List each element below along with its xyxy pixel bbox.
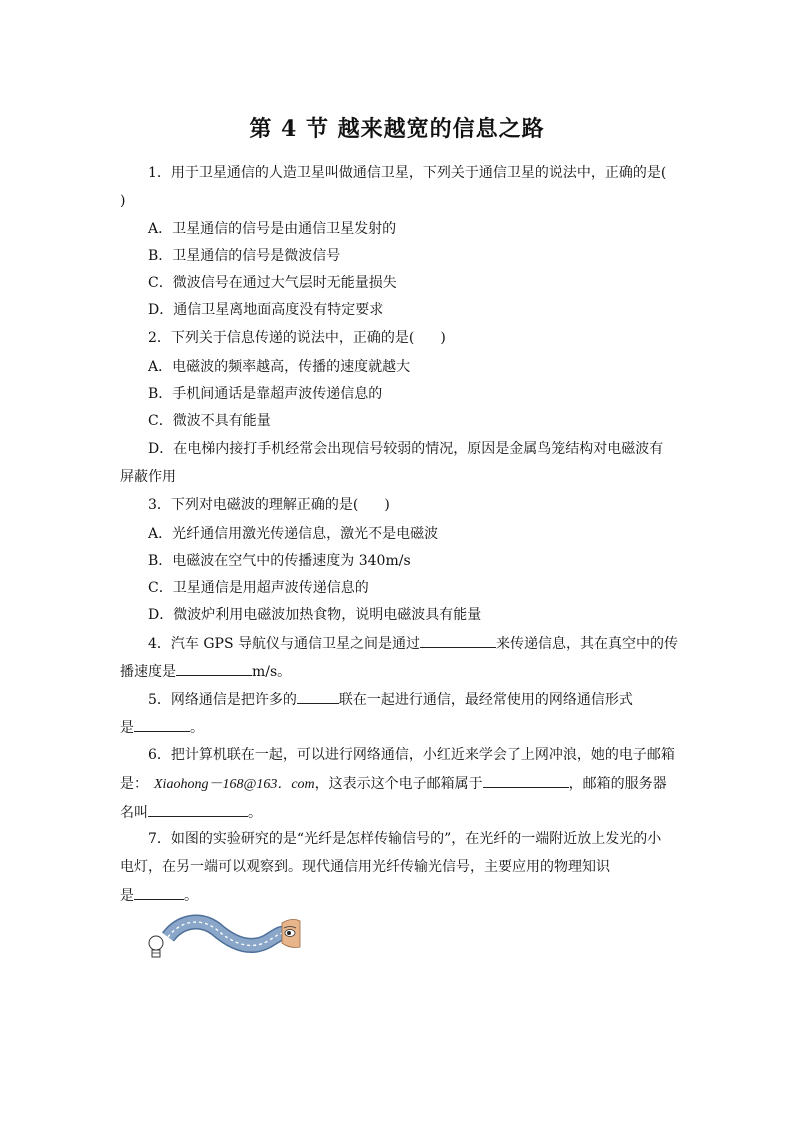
question-6-line-3 [120,802,262,823]
question-6-line-2 [120,773,667,795]
question-4-line-1 [148,633,678,654]
question-7-line-2: 电灯，在另一端可以观察到。现代通信用光纤传输光信号，主要应用的物理知识 [120,859,610,875]
question-2-stem [148,328,446,348]
question-6-text-d: ，邮箱的服务器 [568,776,667,792]
question-3-option-c: C．卫星通信是用超声波传递信息的 [148,580,369,596]
question-3-option-d: D．微波炉利用电磁波加热食物，说明电磁波具有能量 [148,607,482,623]
question-2-option-a: A．电磁波的频率越高，传播的速度就越大 [148,359,411,375]
question-6-text-e: 名叫 [120,805,148,821]
question-7-blank[interactable] [134,885,184,900]
question-6-text-b: 是： [120,776,148,792]
question-1-option-a: A．卫星通信的信号是由通信卫星发射的 [148,221,397,237]
question-3-stem-text: 3．下列对电磁波的理解正确的是( [148,497,359,513]
question-6-line-1: 6．把计算机联在一起，可以进行网络通信，小红近来学会了上网冲浪，她的电子邮箱 [148,747,675,763]
question-4-text-a: 4．汽车 GPS 导航仪与通信卫星之间是通过 [148,636,421,652]
question-3-stem [148,495,390,515]
question-3-option-a: A．光纤通信用激光传递信息，激光不是电磁波 [148,526,439,542]
question-1-option-d: D．通信卫星离地面高度没有特定要求 [148,302,384,318]
optical-fiber-icon [168,922,284,945]
question-4-blank-2[interactable] [176,661,252,676]
question-4-text-c: 播速度是 [120,664,176,680]
question-2-option-b: B．手机间通话是靠超声波传递信息的 [148,386,383,402]
question-6-email: Xiaohong－168@163．com [154,777,315,792]
question-1-stem: 1．用于卫星通信的人造卫星叫做通信卫星，下列关于通信卫星的说法中，正确的是( [148,165,667,181]
question-7-line-1: 7．如图的实验研究的是“光纤是怎样传输信号的”，在光纤的一端附近放上发光的小 [148,831,662,847]
question-5-text-d: 。 [190,720,204,736]
question-6-blank-1[interactable] [483,773,569,788]
question-5-blank-1[interactable] [297,689,339,704]
question-6-text-c: ，这表示这个电子邮箱属于 [314,776,483,792]
question-1-stem-end: ) [120,193,126,209]
page-title: 第 4 节 越来越宽的信息之路 [249,116,545,142]
optical-fiber-figure [140,903,310,963]
light-bulb-icon [149,936,163,957]
question-4-line-2 [120,661,291,682]
question-6-text-f: 。 [248,805,262,821]
question-5-text-a: 5．网络通信是把许多的 [148,692,297,708]
question-2-option-d-cont: 屏蔽作用 [120,469,176,485]
question-1-option-b: B．卫星通信的信号是微波信号 [148,248,341,264]
question-5-text-b: 联在一起进行通信，最经常使用的网络通信形式 [338,692,633,708]
question-5-line-1 [148,689,633,710]
question-4-text-b: 来传递信息，其在真空中的传 [496,636,679,652]
question-4-blank-1[interactable] [420,633,496,648]
question-1-option-c: C．微波信号在通过大气层时无能量损失 [148,275,397,291]
question-3-option-b: B．电磁波在空气中的传播速度为 340m/s [148,553,411,569]
question-2-stem-end: ) [440,330,446,346]
question-3-stem-end: ) [384,497,390,513]
question-2-option-c: C．微波不具有能量 [148,413,271,429]
question-6-blank-2[interactable] [148,802,248,817]
question-5-line-2 [120,717,204,738]
question-2-option-d: D．在电梯内接打手机经常会出现信号较弱的情况，原因是金属鸟笼结构对电磁波有 [148,441,664,457]
question-4-text-d: m/s。 [252,664,292,680]
question-5-blank-2[interactable] [134,717,190,732]
question-7-text-d: 。 [184,888,198,904]
question-5-text-c: 是 [120,720,134,736]
eye-icon [282,919,300,947]
question-7-text-c: 是 [120,888,134,904]
question-2-stem-text: 2．下列关于信息传递的说法中，正确的是( [148,330,415,346]
